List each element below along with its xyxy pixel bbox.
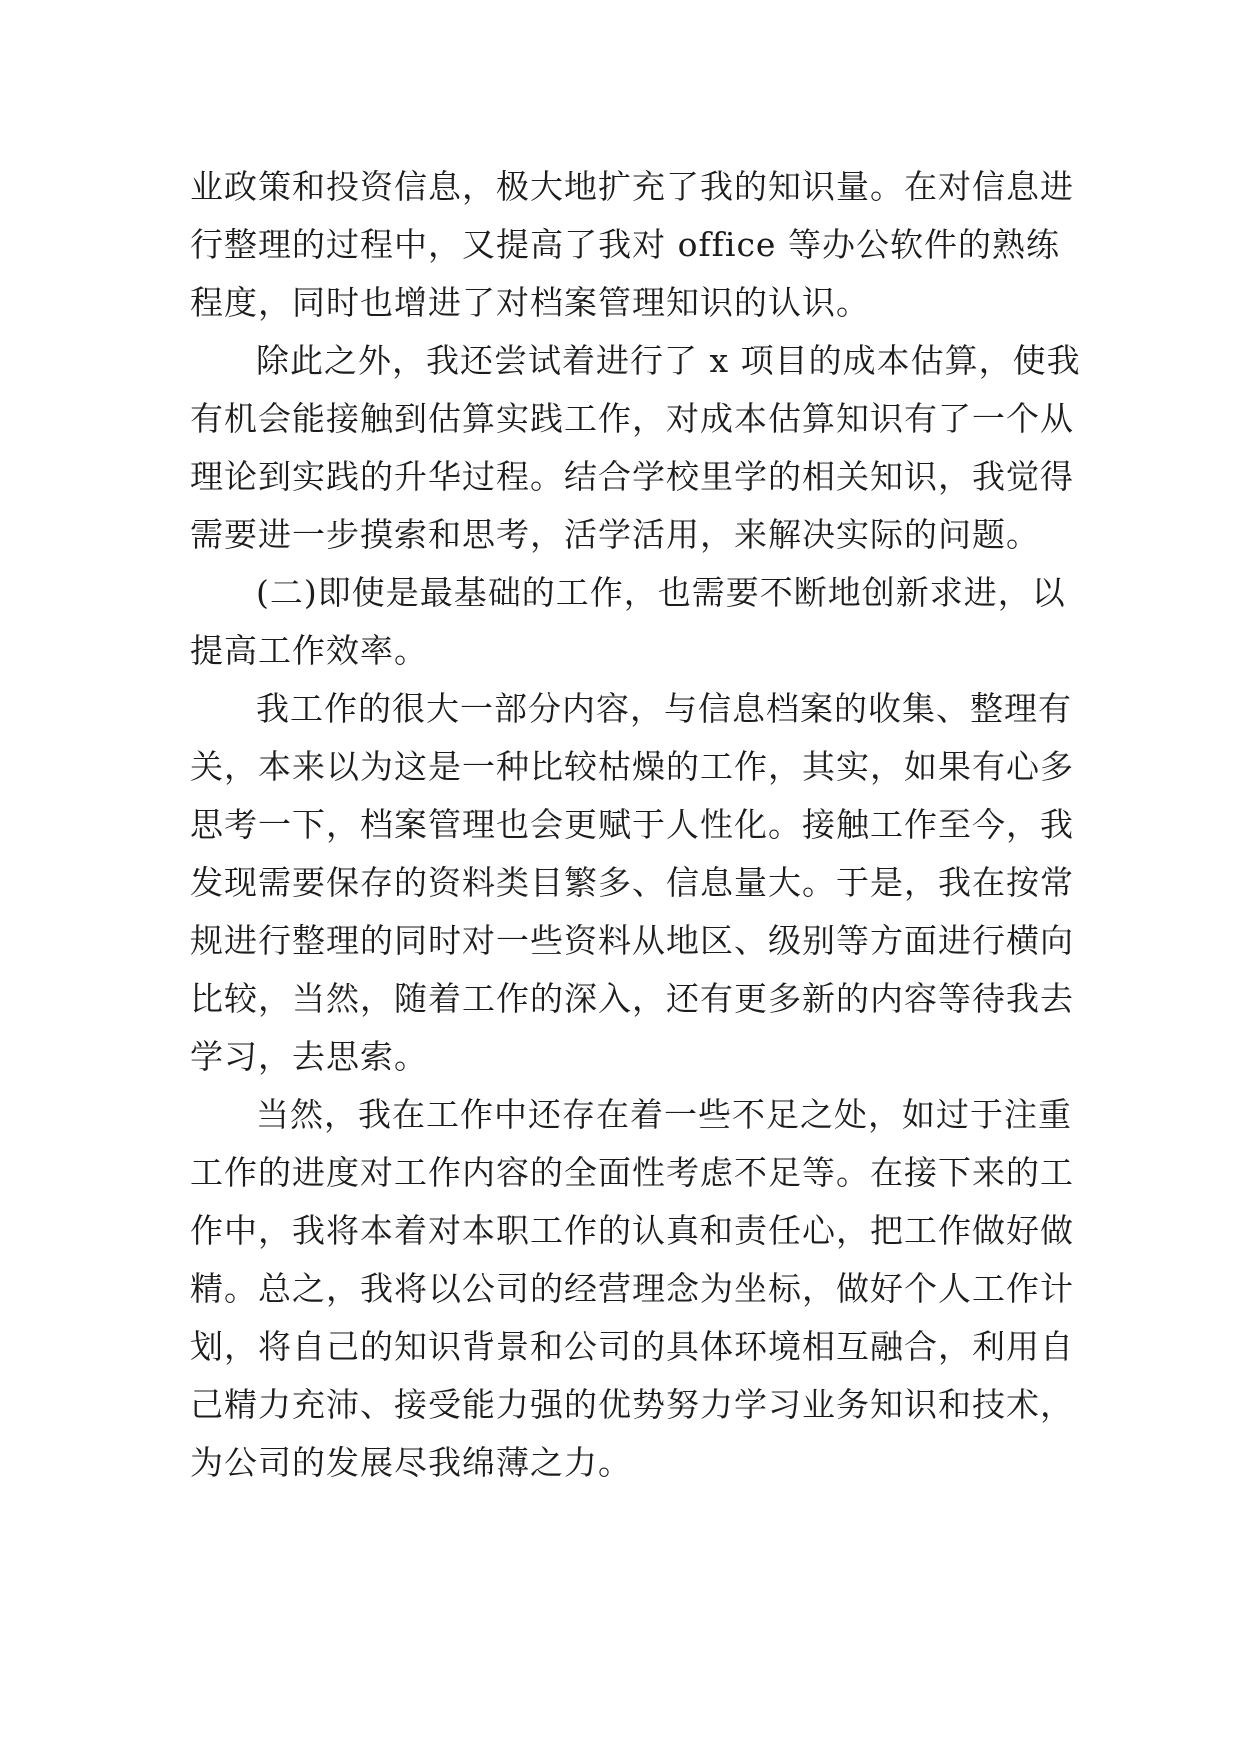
text-line: 发现需要保存的资料类目繁多、信息量大。于是，我在按常 <box>190 863 1074 902</box>
paragraph-5 <box>190 1086 1074 1492</box>
paragraph-3 <box>190 564 1066 680</box>
text-line: 己精力充沛、接受能力强的优势努力学习业务知识和技术， <box>190 1385 1074 1424</box>
text-line: 程度，同时也增进了对档案管理知识的认识。 <box>190 283 870 322</box>
text-line: 提高工作效率。 <box>190 631 428 670</box>
text-line: 精。总之，我将以公司的经营理念为坐标，做好个人工作计 <box>190 1269 1074 1308</box>
text-line: 行整理的过程中，又提高了我对 office 等办公软件的熟练 <box>190 225 1060 264</box>
text-line: 学习，去思索。 <box>190 1037 428 1076</box>
text-line: 作中，我将本着对本职工作的认真和责任心，把工作做好做 <box>190 1211 1074 1250</box>
text-line: 思考一下，档案管理也会更赋于人性化。接触工作至今，我 <box>190 805 1074 844</box>
text-line: 关，本来以为这是一种比较枯燥的工作，其实，如果有心多 <box>190 747 1074 786</box>
text-line: 业政策和投资信息，极大地扩充了我的知识量。在对信息进 <box>190 167 1074 206</box>
text-line: 工作的进度对工作内容的全面性考虑不足等。在接下来的工 <box>190 1153 1074 1192</box>
text-line: (二)即使是最基础的工作，也需要不断地创新求进，以 <box>256 573 1066 612</box>
paragraph-4 <box>190 680 1074 1086</box>
text-line: 有机会能接触到估算实践工作，对成本估算知识有了一个从 <box>190 399 1074 438</box>
text-line: 需要进一步摸索和思考，活学活用，来解决实际的问题。 <box>190 515 1040 554</box>
text-line: 划，将自己的知识背景和公司的具体环境相互融合，利用自 <box>190 1327 1074 1366</box>
text-line: 理论到实践的升华过程。结合学校里学的相关知识，我觉得 <box>190 457 1074 496</box>
document-body <box>190 158 1081 1492</box>
text-line: 当然，我在工作中还存在着一些不足之处，如过于注重 <box>256 1095 1072 1134</box>
text-line: 规进行整理的同时对一些资料从地区、级别等方面进行横向 <box>190 921 1074 960</box>
paragraph-2 <box>190 332 1081 564</box>
text-line: 为公司的发展尽我绵薄之力。 <box>190 1443 632 1482</box>
text-line: 我工作的很大一部分内容，与信息档案的收集、整理有 <box>256 689 1072 728</box>
paragraph-1 <box>190 158 1074 332</box>
text-line: 比较，当然，随着工作的深入，还有更多新的内容等待我去 <box>190 979 1074 1018</box>
text-line: 除此之外，我还尝试着进行了 x 项目的成本估算，使我 <box>256 341 1081 380</box>
